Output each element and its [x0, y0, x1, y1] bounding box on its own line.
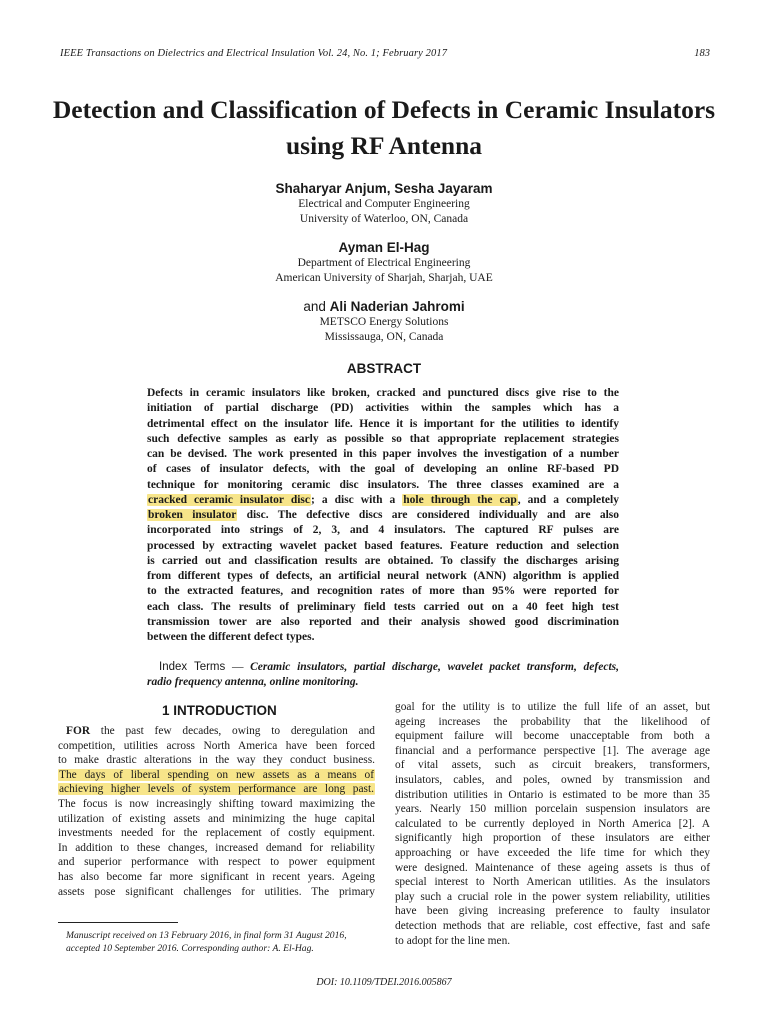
body-text: the past few decades, owing to deregulation and — [90, 725, 375, 737]
abstract-line: is carried out and classification results are obtained. To classify the discharges arising — [147, 554, 619, 567]
body-line: equipment failure will become unacceptable from both a — [395, 730, 710, 743]
abstract-line: Defects in ceramic insulators like broken, cracked and punctured discs give rise to the — [147, 387, 619, 399]
body-line: to adopt for the line men. — [395, 934, 511, 947]
affiliation-line: American University of Sharjah, Sharjah, UAE — [275, 272, 493, 284]
body-line — [58, 724, 375, 739]
abstract-line — [147, 493, 619, 508]
abstract-line: transmission tower are also reported and their analysis showed good discrimination — [147, 615, 619, 628]
author-block-3 — [134, 299, 634, 345]
index-terms — [147, 660, 619, 691]
left-column — [58, 724, 375, 899]
highlight-hole-cap: hole through the cap — [403, 493, 517, 506]
author-block-1 — [134, 181, 634, 227]
abstract-line: detrimental effect on the insulator life. Hence it is important for the utilities to identify — [147, 417, 619, 430]
body-line: ageing increases the probability that the likelihood of — [395, 715, 710, 728]
body-line: goal for the utility is to utilize the full life of an asset, but — [395, 701, 710, 713]
highlight-broken-insulator: broken insulator — [148, 509, 237, 521]
body-line: significantly high proportion of these insulators are either — [395, 832, 710, 845]
affiliation-line: Department of Electrical Engineering — [297, 257, 471, 269]
index-terms-line — [147, 660, 619, 675]
highlight-system-performance: achieving higher levels of system performance are long past. — [59, 783, 374, 796]
highlight-liberal-spending: The days of liberal spending on new assets as a means of — [59, 768, 374, 781]
abstract-line: technique for monitoring ceramic disc insulators. The three classes examined are a — [147, 478, 619, 491]
footnote-line: accepted 10 September 2016. Corresponding author: A. El-Hag. — [66, 943, 314, 954]
abstract-text: , and a completely — [517, 493, 619, 506]
body-line: assets pose significant challenges for utilities. The primary — [58, 885, 375, 898]
abstract-line: each class. The results of preliminary field tests carried out on a 40 feet high test — [147, 600, 619, 613]
author-name: Shaharyar Anjum, Sesha Jayaram — [275, 181, 493, 196]
body-line: competition, utilities across North America have been forced — [58, 739, 375, 752]
abstract-body — [147, 386, 619, 645]
body-line: has also become far more significant in recent years. Ageing — [58, 870, 375, 883]
affiliation-line: Mississauga, ON, Canada — [324, 331, 444, 343]
index-terms-label: Index Terms — [159, 661, 226, 673]
right-column — [395, 700, 710, 948]
author-prefix: and — [303, 299, 326, 314]
body-line: insulators, cables, and poles, owned by transmission and — [395, 773, 710, 786]
journal-header: IEEE Transactions on Dielectrics and Electrical Insulation Vol. 24, No. 1; February 2017 — [60, 48, 448, 59]
abstract-text: disc. The defective discs are considered individually and are also — [237, 509, 619, 521]
doi: DOI: 10.1109/TDEI.2016.005867 — [316, 977, 452, 988]
abstract-heading: ABSTRACT — [346, 361, 422, 376]
body-line: investments needed for the replacement of costly equipment. — [58, 827, 375, 840]
highlight-cracked-disc: cracked ceramic insulator disc — [148, 493, 310, 506]
body-line: The focus is now increasingly shifting toward maximizing the — [58, 797, 375, 810]
body-line — [58, 768, 375, 783]
body-line: financial and a performance perspective [1]. The average age — [395, 744, 710, 757]
body-line: detection methods that are reliable, cost effective, fast and safe — [395, 919, 710, 932]
section-heading: 1 INTRODUCTION — [162, 703, 277, 718]
index-terms-dash: — — [225, 661, 251, 673]
affiliation-line: METSCO Energy Solutions — [319, 316, 449, 328]
abstract-line: can be devised. The work presented in this paper involves the investigation of a number — [147, 448, 619, 460]
author-block-2 — [134, 240, 634, 286]
index-terms-keywords: radio frequency antenna, online monitoring. — [147, 676, 359, 689]
title-line-2: using RF Antenna — [285, 131, 483, 160]
abstract-line: of cases of insulator defects, with the goal of developing an online RF-based PD — [147, 463, 619, 476]
body-line: special interest to North American utilities. As the insulators — [395, 876, 710, 889]
abstract-line: to the extracted features, and recognition rates of more than 95% were reported for — [147, 585, 619, 598]
abstract-text: ; a disc with a — [311, 493, 403, 506]
abstract-line: such defective samples as early as possible so that appropriate replacement strategies — [147, 432, 619, 445]
footnote — [66, 929, 376, 955]
affiliation-line: University of Waterloo, ON, Canada — [299, 213, 469, 225]
abstract-line: processed by extracting wavelet packet based features. Feature reduction and selection — [147, 539, 619, 552]
body-line: years. Nearly 150 million porcelain suspension insulators are — [395, 803, 710, 816]
body-line: play such a crucial role in the power system reliability, utilities — [395, 890, 710, 903]
body-line: distribution utilities in Ontario is estimated to be more than 35 — [395, 788, 710, 801]
body-line: of vital assets, such as circuit breakers, transformers, — [395, 759, 710, 772]
body-line: approaching or have exceeded the life time for which they — [395, 846, 710, 859]
paper-title — [30, 92, 738, 164]
abstract-line: incorporated into strings of 2, 3, and 4 insulators. The captured RF pulses are — [147, 524, 619, 537]
author-name: Ali Naderian Jahromi — [329, 299, 465, 314]
body-line: In addition to these changes, increased demand for reliability — [58, 841, 375, 854]
abstract-line: initiation of partial discharge (PD) activities within the samples which has a — [147, 402, 619, 415]
body-line: were designed. Maintenance of these ageing assets is thus of — [395, 861, 710, 874]
footnote-divider — [58, 922, 178, 923]
title-line-1: Detection and Classification of Defects in Ceramic Insulators — [52, 95, 716, 124]
abstract-line: between the different defect types. — [147, 631, 315, 643]
lead-word: FOR — [66, 725, 91, 737]
abstract-line: from different types of defects, an artificial neural network (ANN) algorithm is applied — [147, 570, 619, 582]
footnote-line: Manuscript received on 13 February 2016, in final form 31 August 2016, — [66, 930, 347, 941]
body-line: have been giving increasing preference to faulty insulator — [395, 905, 710, 918]
affiliation-line: Electrical and Computer Engineering — [298, 198, 470, 210]
index-terms-keywords: Ceramic insulators, partial discharge, wavelet packet transform, defects, — [250, 661, 619, 673]
body-line — [58, 782, 375, 797]
index-terms-line — [147, 675, 619, 690]
body-line: to make drastic alterations in the way they conduct business. — [58, 754, 375, 767]
abstract-line — [147, 508, 619, 523]
body-line: calculated to be currently deployed in North America [2]. A — [395, 817, 710, 830]
author-name: Ayman El-Hag — [338, 240, 430, 255]
body-line: and superior performance with respect to power equipment — [58, 856, 375, 869]
body-line: utilization of existing assets and minimizing the huge capital — [58, 812, 375, 825]
page-number: 183 — [694, 48, 710, 59]
